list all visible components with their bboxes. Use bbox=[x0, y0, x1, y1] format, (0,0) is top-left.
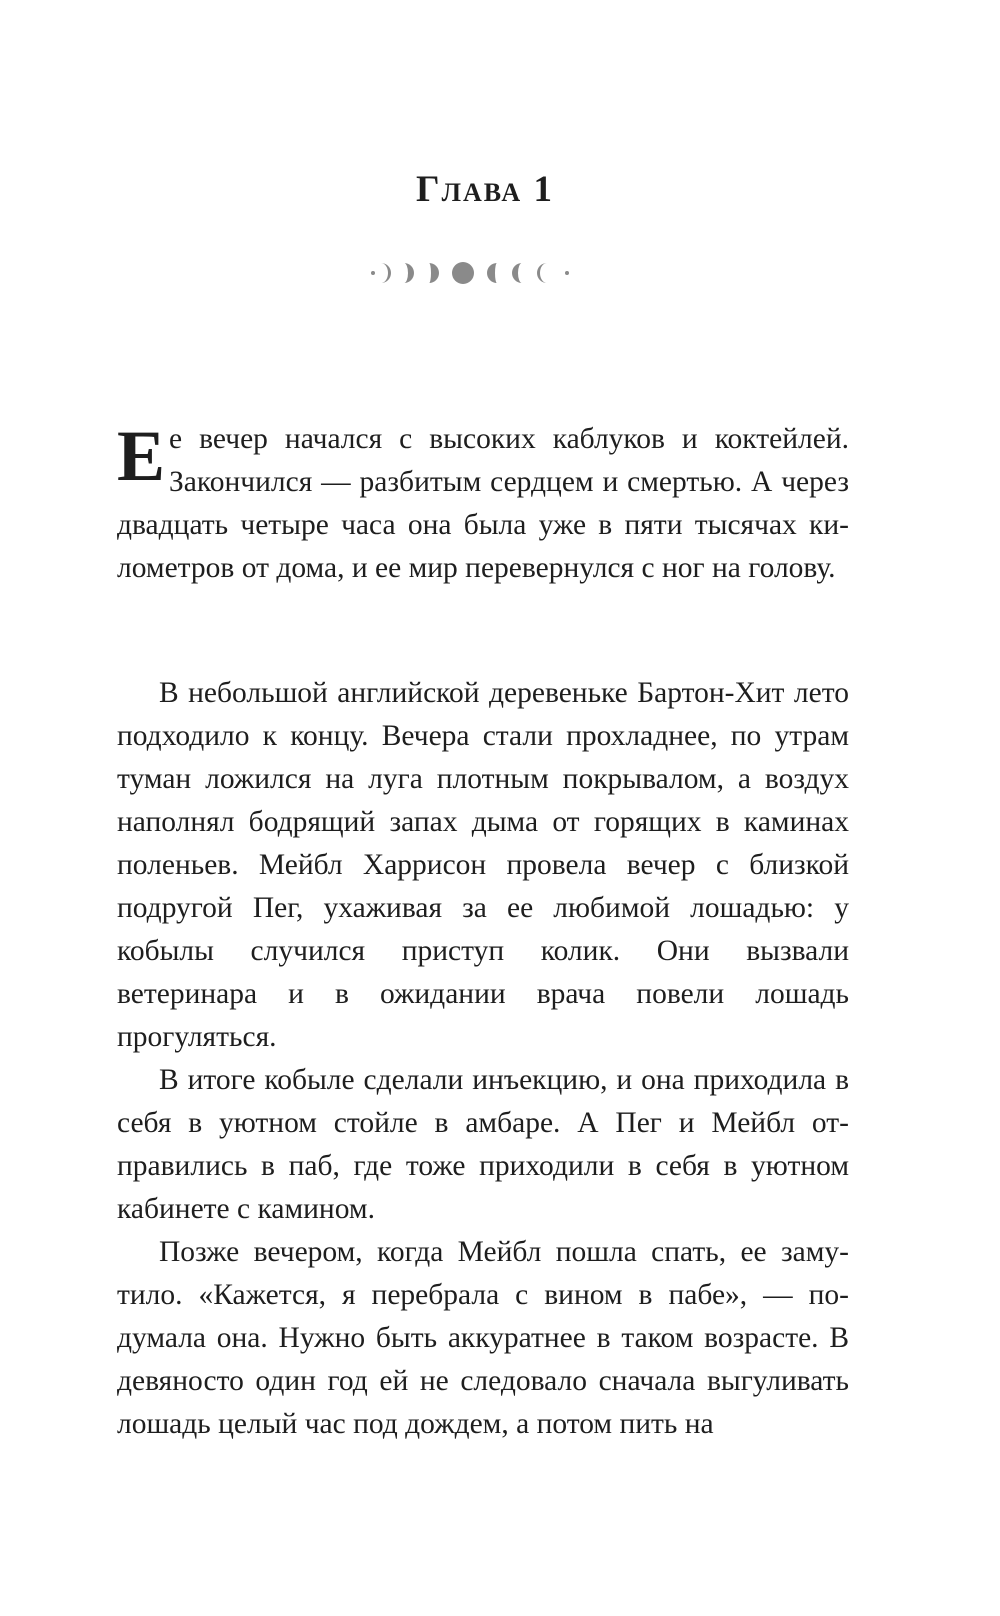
main-text bbox=[117, 672, 849, 1446]
paragraph: Позже вечером, когда Мейбл пошла спать, ее замутило. «Кажется, я перебрала с вином в пабе», — подумала она. Нужно быть аккуратнее в таком возрасте. В девяносто один год ей не следовало сначала выгуливать лошадь целый час под дождем, а потом пить на bbox=[117, 1236, 849, 1440]
paragraph: В итоге кобыле сделали инъекцию, и она приходила в себя в уютном стойле в амбаре. А Пег и Мейбл отправились в паб, где тоже приходили в себя в уютном кабинете с камином. bbox=[117, 1064, 849, 1225]
intro-paragraph bbox=[117, 418, 849, 590]
drop-cap: Е bbox=[117, 416, 166, 496]
first-paragraph bbox=[117, 418, 849, 590]
chapter-title: Глава 1 bbox=[416, 169, 554, 210]
moon-phases-icon bbox=[371, 256, 571, 290]
paragraph: В небольшой английской деревеньке Бартон-Хит лето подходило к концу. Вечера стали прохладнее, по утрам туман ложился на луга плотным покрывалом, а воздух наполнял бодрящий запах дыма от горящих в каминах поленьев. Мейбл Харрисон провела вечер с близкой подругой Пег, ухаживая за ее любимой лошадью: у кобылы случился приступ колик. Они вызвали ветеринара и в ожидании врача повели лошадь прогуляться. bbox=[117, 677, 849, 1053]
intro-text: е вечер начался с высоких каблуков и коктейлей. Закончился — разбитым сердцем и смертью. А через двадцать четыре часа она была уже в пяти тысячах километров от дома, и ее мир перевернулся с ног на голову. bbox=[117, 423, 849, 584]
